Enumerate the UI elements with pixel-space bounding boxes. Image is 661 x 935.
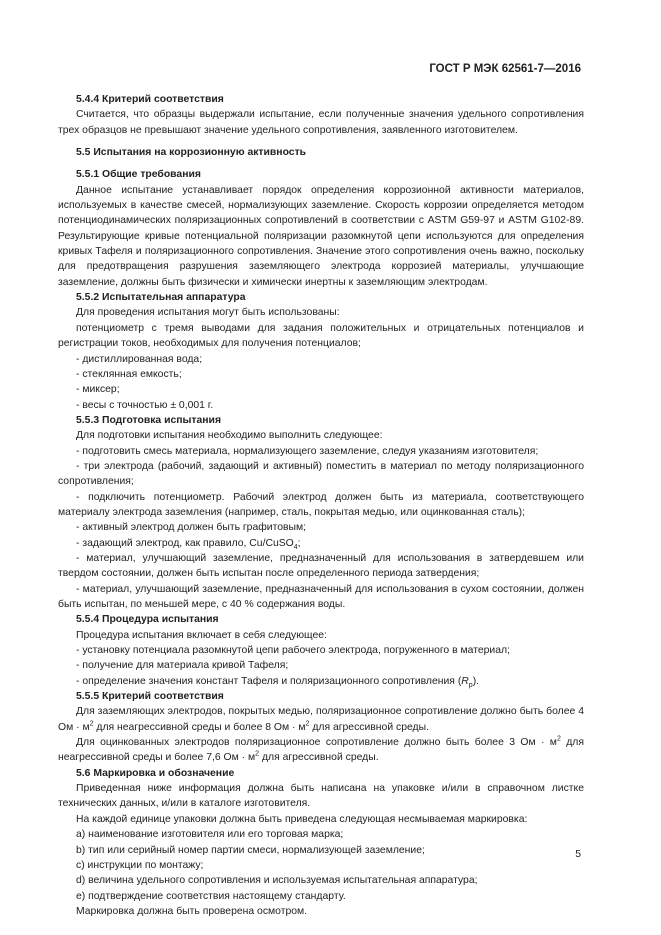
paragraph: Для заземляющих электродов, покрытых медью, поляризационное сопротивление должно быть более 4 Ом · $м^2$ для неагрессивной среды и более 8 Ом · $м^2$ для агрессивной среды.: [58, 706, 584, 733]
document-header: ГОСТ Р МЭК 62561-7—2016: [429, 63, 581, 75]
list-item: - определение значения констант Тафеля и поляризационного сопротивления $(R_p)$.: [76, 675, 480, 689]
document-body: [58, 92, 584, 919]
list-item: - стеклянная емкость;: [76, 368, 182, 380]
list-item: Для подготовки испытания необходимо выполнить следующее:: [76, 430, 383, 442]
page-number: 5: [575, 849, 581, 860]
section-heading: 5.5.5 Критерий соответствия: [76, 691, 224, 703]
spacer: [58, 138, 584, 145]
section-heading: 5.5 Испытания на коррозионную активность: [76, 147, 307, 159]
section-heading: 5.5.2 Испытательная аппаратура: [76, 292, 246, 304]
paragraph: - материал, улучшающий заземление, предназначенный для использования в сухом состоянии, должен быть испытан, по меньшей мере, с 40 % содержания воды.: [58, 583, 584, 610]
paragraph: - три электрода (рабочий, задающий и активный) поместить в материал по методу поляризационного сопротивления;: [58, 460, 584, 488]
list-item: - весы с точностью ± 0,001 г.: [76, 399, 214, 411]
list-item: - подготовить смесь материала, нормализующего заземление, следуя указаниям изготовителя;: [76, 445, 539, 457]
paragraph: Приведенная ниже информация должна быть написана на упаковке и/или в справочном листке технических данных, и/или в каталоге изготовителя.: [58, 783, 584, 810]
section-heading: 5.5.4 Процедура испытания: [76, 614, 219, 626]
list-item: c) инструкции по монтажу;: [76, 859, 204, 871]
list-item: e) подтверждение соответствия настоящему стандарту.: [76, 890, 346, 902]
paragraph: - материал, улучшающий заземление, предназначенный для использования в затвердевшем или твердом состоянии, должен быть испытан после определенного периода затвердения;: [58, 552, 584, 580]
section-heading: 5.4.4 Критерий соответствия: [76, 94, 224, 105]
section-heading: 5.5.1 Общие требования: [76, 169, 201, 181]
section-heading: 5.6 Маркировка и обозначение: [76, 767, 235, 779]
paragraph: Считается, что образцы выдержали испытание, если полученные значения удельного сопротивления трех образцов не превышают значение удельного сопротивления, заявленного изготовителем.: [58, 109, 584, 136]
list-item: - активный электрод должен быть графитовым;: [76, 522, 307, 534]
list-item: d) величина удельного сопротивления и используемая испытательная аппаратура;: [76, 875, 478, 887]
paragraph: потенциометр с тремя выводами для задания положительных и отрицательных потенциалов и регистрации токов, необходимых для получения потенциалов;: [58, 322, 584, 350]
list-item: На каждой единице упаковки должна быть приведена следующая несмываемая маркировка:: [76, 813, 528, 825]
paragraph: Данное испытание устанавливает порядок определения коррозионной активности материалов, используемых в качестве смесей, нормализующих заземление. Скорость коррозии определяется методом потенциодинамических поляризационных сопротивлений в соответствии с ASTM G59-97 и ASTM G102-89. Результирующие кривые потенциальной поляризации разомкнутой цепи используются для определения кривых Тафеля и поляризационного сопротивления. Значение этого сопротивления очень важно, поскольку для предотвращения разрушения заземляющего электрода коррозией материалы, улучшающие заземление, должны быть физически и химически инертны к заземляющим электродам.: [58, 184, 584, 288]
paragraph: - подключить потенциометр. Рабочий электрод должен быть из материала, соответствующего материалу электрода заземления (например, сталь, покрытая медью, или оцинкованная сталь);: [58, 491, 584, 518]
list-item: Процедура испытания включает в себя следующее:: [76, 629, 327, 641]
list-item: - установку потенциала разомкнутой цепи рабочего электрода, погруженного в материал;: [76, 645, 510, 657]
list-item: - получение для материала кривой Тафеля;: [76, 660, 289, 672]
section-heading: 5.5.3 Подготовка испытания: [76, 414, 222, 426]
list-item: - дистиллированная вода;: [76, 353, 203, 365]
list-item: b) тип или серийный номер партии смеси, нормализующей заземление;: [76, 844, 425, 856]
list-item: - задающий электрод, как правило, Cu/CuSO$_4$;: [76, 537, 301, 551]
list-item: Для проведения испытания могут быть использованы:: [76, 307, 340, 319]
list-item: Маркировка должна быть проверена осмотром.: [76, 905, 308, 917]
list-item: a) наименование изготовителя или его торговая марка;: [76, 829, 344, 841]
paragraph: Для оцинкованных электродов поляризационное сопротивление должно быть более 3 Ом · $м^2$ для неагрессивной среды и более 7,6 Ом · $м^2$ для агрессивной среды.: [58, 735, 584, 764]
list-item: - миксер;: [76, 384, 120, 396]
spacer: [58, 160, 584, 167]
